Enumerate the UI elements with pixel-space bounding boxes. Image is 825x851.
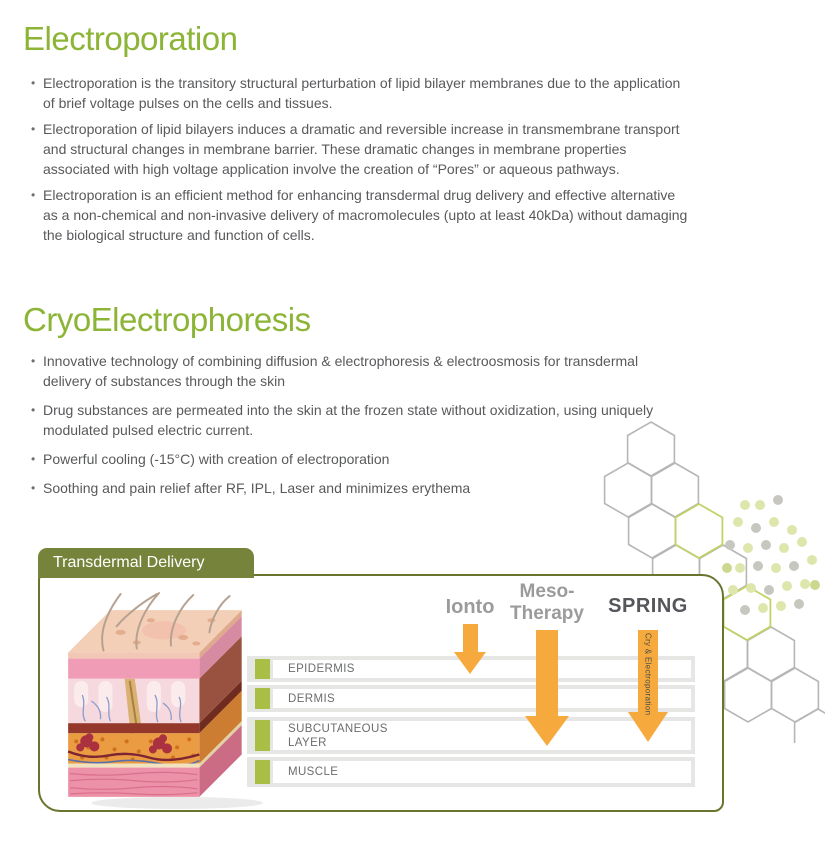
column-label-spring: SPRING (608, 595, 688, 617)
bullet-item: • Electroporation is an efficient method for enhancing transdermal drug delivery and effective alternative as a non-chemical and non-invasive delivery of macromolecules (upto at least 40kDa) without damaging the biological structure and function of cells. (30, 185, 690, 245)
bullet-item: • Drug substances are permeated into the skin at the frozen state without oxidization, using uniquely modulated pulsed electric current. (30, 400, 690, 440)
column-label-ionto: Ionto (445, 596, 495, 618)
arrow-shaft (638, 630, 658, 716)
panel-tab-title: Transdermal Delivery (38, 548, 254, 578)
layer-label: EPIDERMIS (288, 663, 355, 675)
bullet-item: • Electroporation of lipid bilayers induces a dramatic and reversible increase in transmembrane transport and structural changes in membrane barrier. These dramatic changes in membrane properties associated with high voltage application involve the creation of “Pores” or aqueous pathways. (30, 119, 690, 179)
arrow-head (525, 716, 569, 746)
spring-depth-arrow-icon (628, 630, 668, 742)
layer-marker-icon (255, 760, 270, 784)
skin-cross-section-illustration (58, 590, 270, 812)
layer-label: SUBCUTANEOUS LAYER (288, 722, 388, 749)
panel-body (38, 574, 724, 812)
cryoelectrophoresis-bullet-list (30, 351, 690, 507)
column-label-meso-line2: Therapy (510, 603, 584, 624)
arrow-shaft (536, 630, 558, 716)
arrow-shaft (463, 624, 478, 652)
bullet-item: • Electroporation is the transitory structural perturbation of lipid bilayer membranes due to the application of brief voltage pulses on the cells and tissues. (30, 73, 690, 113)
column-label-mesotherapy (500, 581, 594, 625)
layer-row-muscle (247, 757, 695, 787)
transdermal-delivery-panel (38, 548, 724, 812)
layer-marker-icon (255, 659, 270, 679)
bullet-item: • Soothing and pain relief after RF, IPL, Laser and minimizes erythema (30, 478, 690, 498)
layer-marker-icon (255, 720, 270, 751)
layer-label: MUSCLE (288, 766, 339, 778)
spring-arrow-vertical-label: Cry & Electroporation (643, 633, 653, 716)
bullet-item: • Innovative technology of combining diffusion & electrophoresis & electroosmosis for transdermal delivery of substances through the skin (30, 351, 690, 391)
mesotherapy-depth-arrow-icon (525, 630, 569, 746)
column-label-meso-line1: Meso- (519, 581, 575, 602)
ionto-depth-arrow-icon (454, 624, 486, 674)
electroporation-bullet-list (30, 73, 690, 251)
page-title-electroporation: Electroporation (23, 20, 238, 57)
arrow-head (454, 652, 486, 674)
bullet-item: • Powerful cooling (-15°C) with creation of electroporation (30, 449, 690, 469)
page-title-cryoelectrophoresis: CryoElectrophoresis (23, 301, 311, 338)
layer-marker-icon (255, 688, 270, 709)
layer-label: DERMIS (288, 692, 336, 705)
